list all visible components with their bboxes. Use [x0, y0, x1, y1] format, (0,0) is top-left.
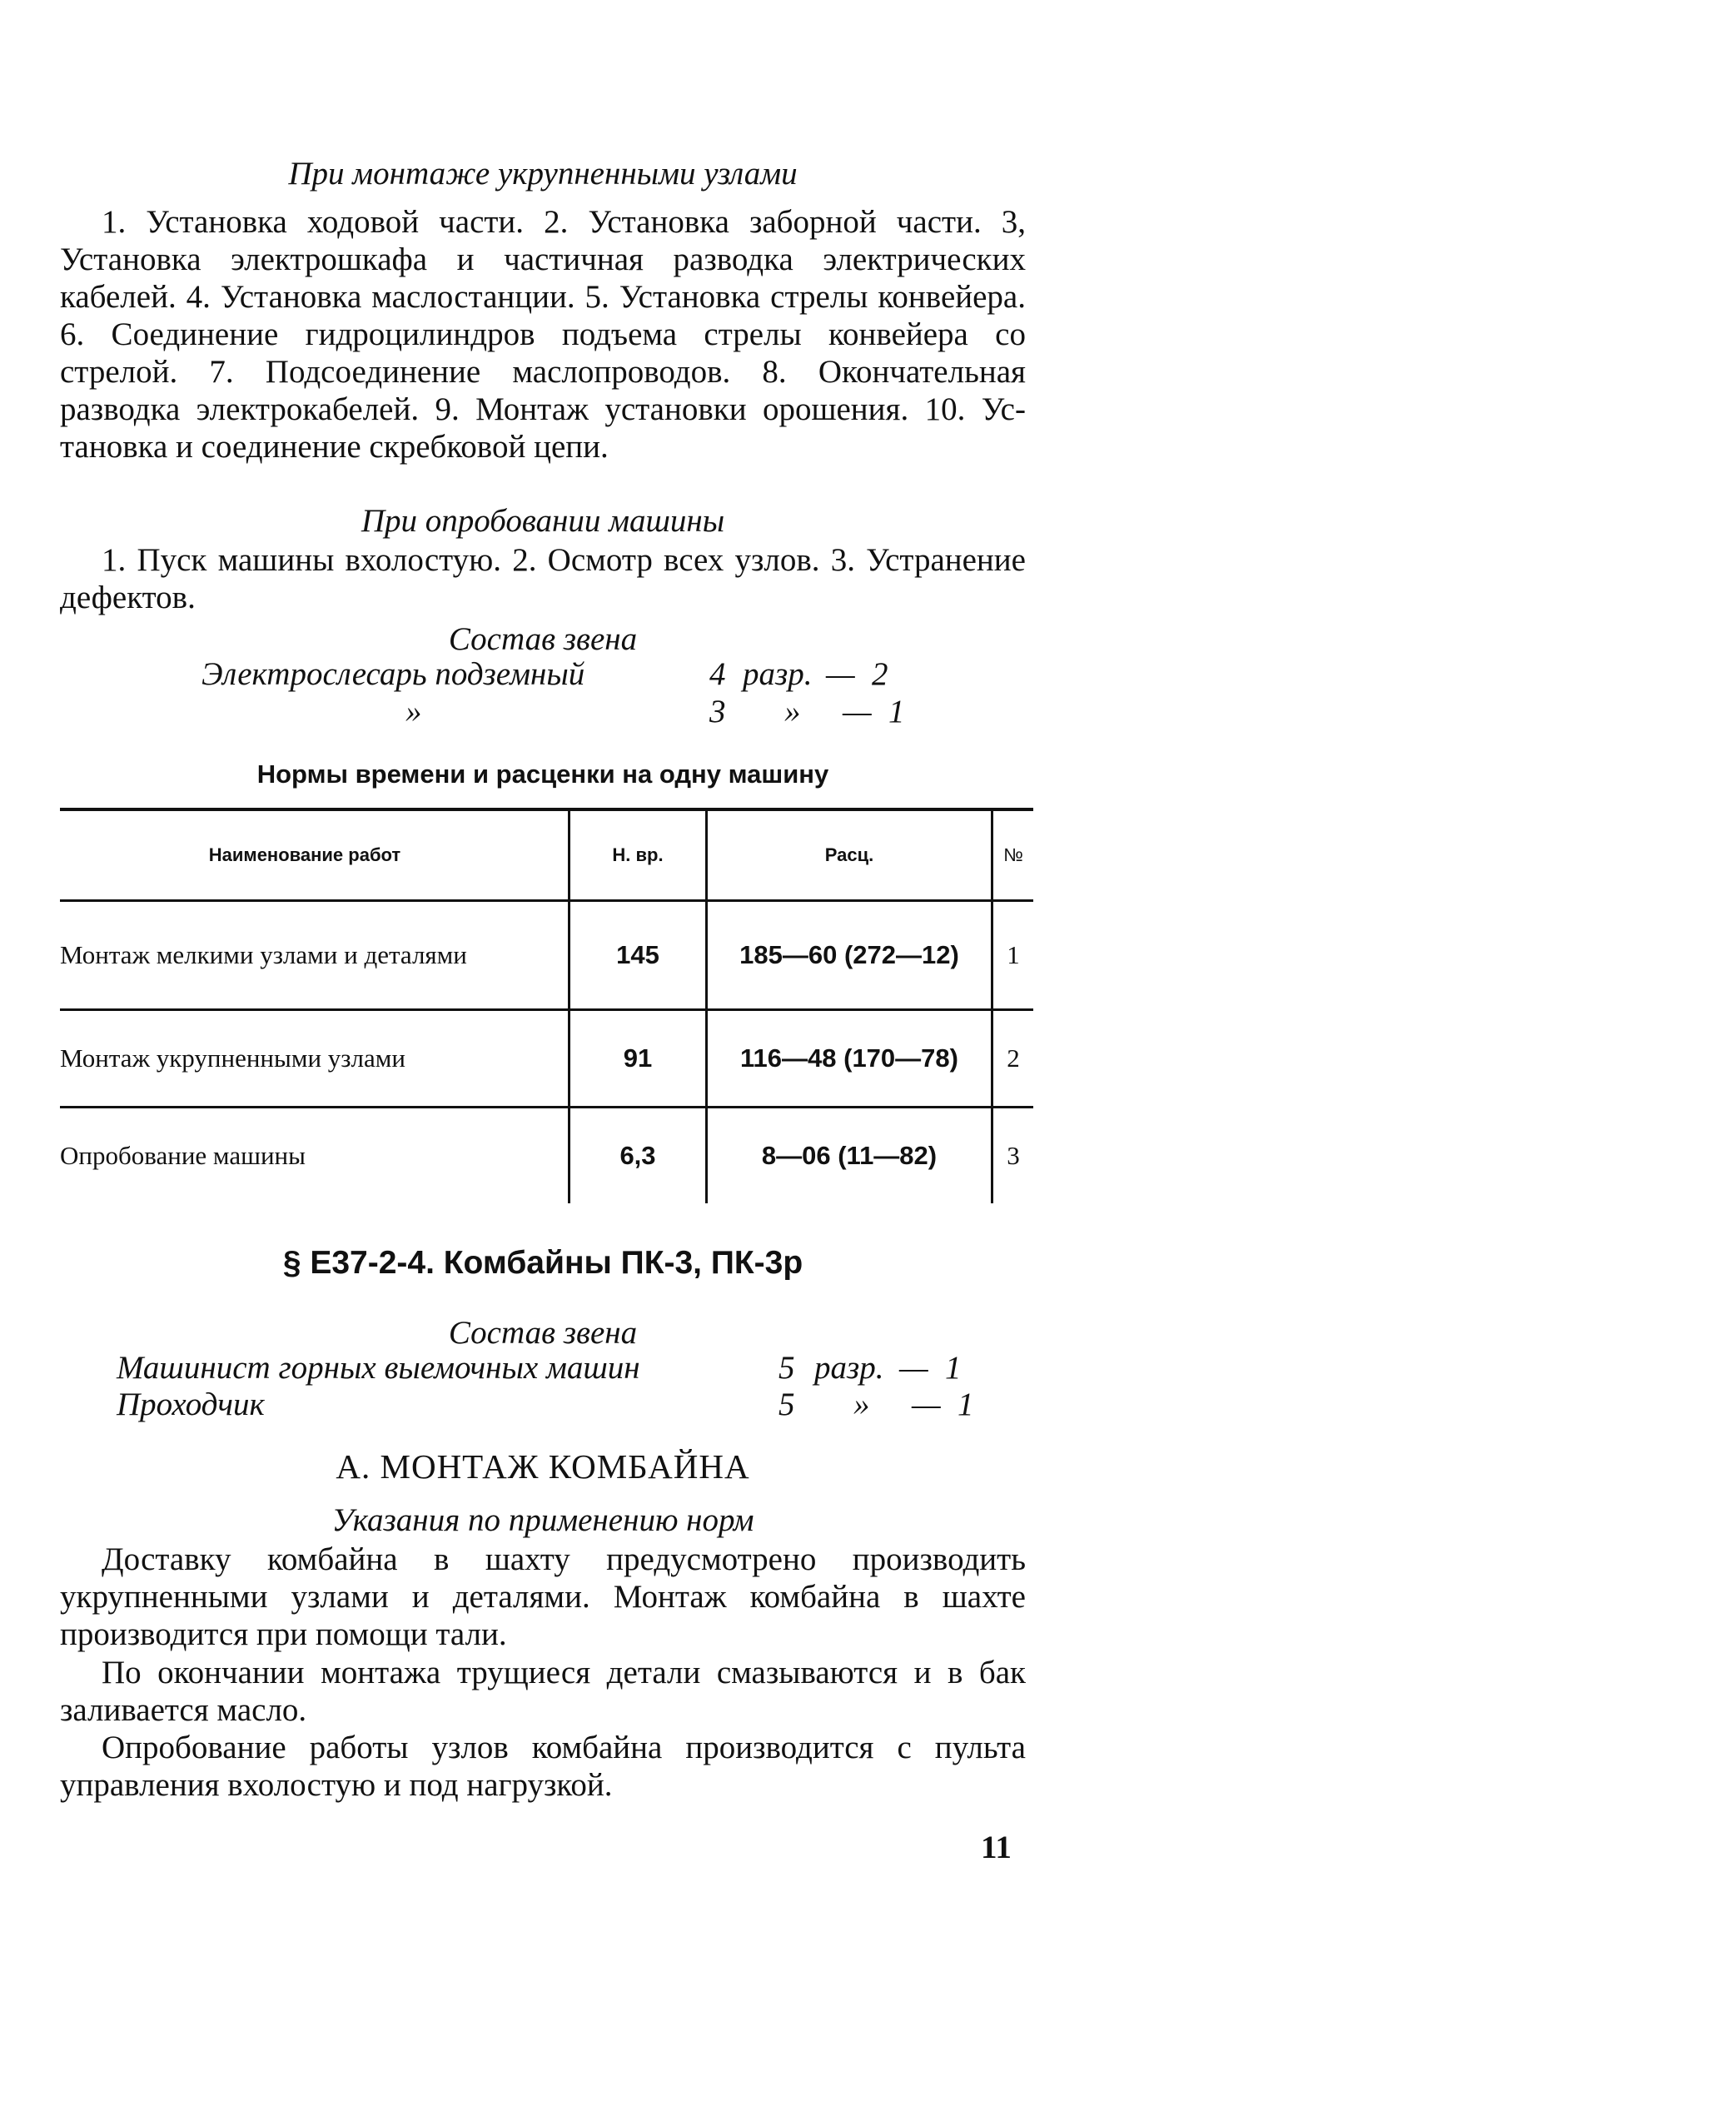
table-row: [60, 1010, 1033, 1108]
rate-cell: 185—60 (272—12): [707, 901, 992, 1010]
crew-dash: —: [843, 694, 872, 729]
crew-profession: Проходчик: [117, 1387, 265, 1422]
page-number: 11: [981, 1830, 1012, 1865]
text-column: [60, 0, 1026, 2121]
part-a-paragraph: По окончании монтажа трущиеся детали смазываются и в бак заливается масло.: [60, 1655, 1026, 1728]
work-name-cell: Монтаж мелкими узлами и деталями: [60, 940, 467, 969]
part-a-paragraph: Опробование работы узлов комбайна производится с пульта управления вхолостую и под нагрузкой.: [60, 1730, 1026, 1803]
time-norm-cell: 91: [570, 1010, 707, 1108]
crew-profession: Электрослесарь подземный: [201, 656, 585, 692]
rate-cell: 116—48 (170—78): [707, 1010, 992, 1108]
header-number: №: [992, 809, 1034, 901]
number-cell: 2: [992, 1010, 1034, 1108]
crew-grade: 3: [709, 694, 726, 729]
header-work-name: Наименование работ: [208, 844, 401, 865]
crew-grade: 5: [778, 1387, 795, 1422]
table-row: [60, 1108, 1033, 1204]
table-row: [60, 901, 1033, 1010]
crew-count: 1: [888, 694, 905, 729]
crew-dash: —: [912, 1387, 941, 1422]
crew-profession: Машинист горных выемочных машин: [117, 1350, 640, 1386]
time-norm-cell: 145: [570, 901, 707, 1010]
section-e37-title: § Е37-2-4. Комбайны ПК-3, ПК-3р: [282, 1245, 803, 1281]
enlarged-assembly-heading: При монтаже укрупненными узлами: [288, 156, 798, 192]
table-header-row: [60, 809, 1033, 901]
crew-profession: »: [405, 694, 422, 729]
testing-text: 1. Пуск машины вхолостую. 2. Осмотр всех узлов. 3. Устранение дефектов.: [60, 542, 1026, 615]
time-norm-cell: 6,3: [570, 1108, 707, 1204]
part-a-paragraph: Доставку комбайна в шахту предусмотрено производить укрупненными узлами и деталями. Монтаж комбайна в шахте производится при помощи тали.: [60, 1541, 1026, 1652]
crew-unit: »: [853, 1387, 870, 1422]
enlarged-assembly-text: 1. Установка ходовой части. 2. Установка заборной части. 3, Установка электрошкафа и частичная разводка электрических кабелей. 4. Установка маслостанции. 5. Установка стрелы конвейера. 6. Соединение гидроцилиндров подъема стрелы конвейера со стрелой. 7. Подсоединение маслопроводов. 8. Окончательная разводка электрокабелей. 9. Монтаж установки орошения. 10. Установка и соединение скребковой цепи.: [60, 204, 1026, 465]
number-cell: 1: [992, 901, 1034, 1010]
crew-dash: —: [826, 656, 855, 692]
testing-heading: При опробовании машины: [361, 503, 725, 539]
norms-table: [60, 808, 1033, 1203]
work-name-cell: Монтаж укрупненными узлами: [60, 1043, 405, 1073]
crew-dash: —: [899, 1350, 928, 1386]
work-name-cell: Опробование машины: [60, 1141, 306, 1170]
crew-count: 2: [872, 656, 888, 692]
crew-unit: »: [784, 694, 801, 729]
rate-cell: 8—06 (11—82): [707, 1108, 992, 1204]
crew-grade: 5: [778, 1350, 795, 1386]
norms-table-title: Нормы времени и расценки на одну машину: [256, 759, 829, 789]
header-time-norm: Н. вр.: [570, 809, 707, 901]
crew-grade: 4: [709, 656, 726, 692]
part-a-subheading: Указания по применению норм: [331, 1502, 754, 1538]
crew-unit: разр.: [814, 1350, 884, 1386]
crew-1-heading: Состав звена: [448, 621, 638, 657]
crew-count: 1: [945, 1350, 962, 1386]
number-cell: 3: [992, 1108, 1034, 1204]
crew-unit: разр.: [743, 656, 813, 692]
crew-count: 1: [958, 1387, 974, 1422]
header-rate: Расц.: [707, 809, 992, 901]
crew-2-heading: Состав звена: [448, 1315, 638, 1351]
part-a-title: А. МОНТАЖ КОМБАЙНА: [336, 1447, 750, 1486]
